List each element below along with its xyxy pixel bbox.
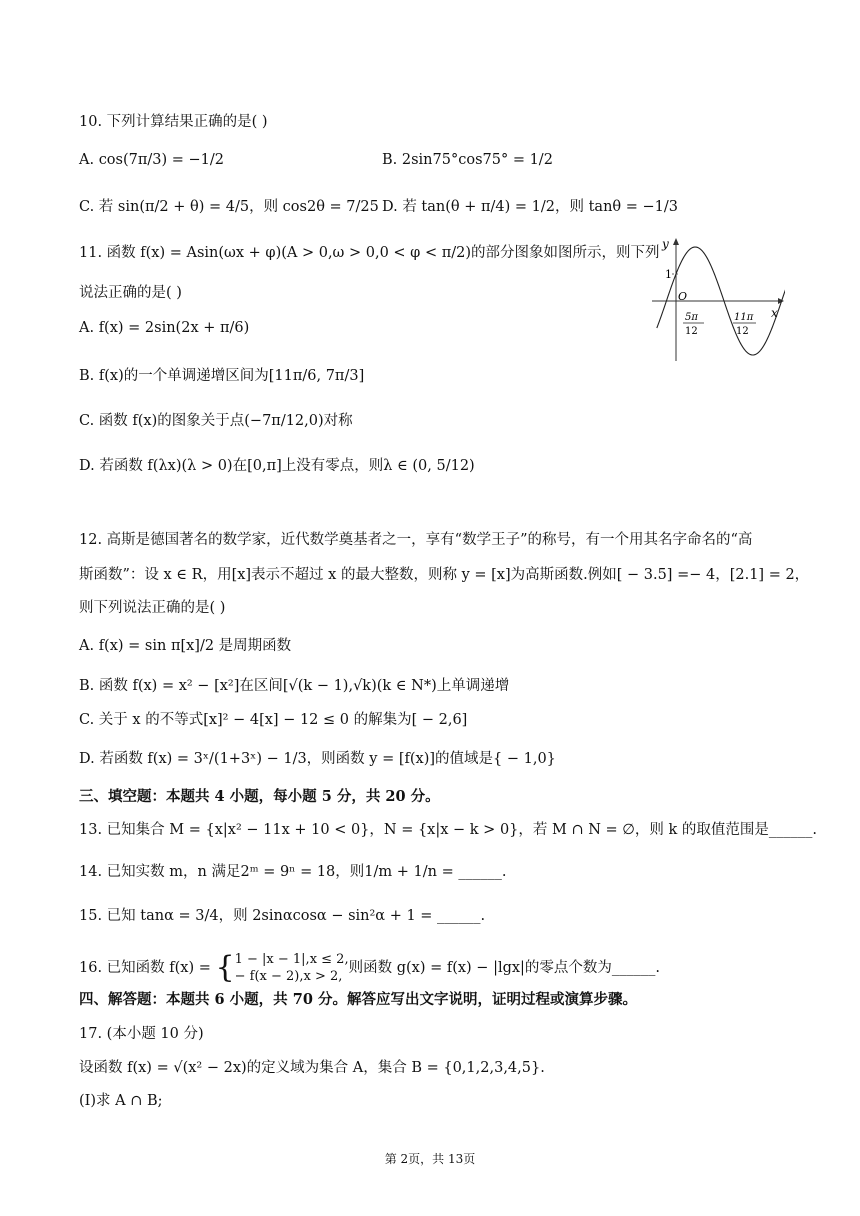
q10-option-b: B. 2sin75°cos75° = 1/2 <box>382 152 553 168</box>
q11-stem-line2: 说法正确的是( ) <box>79 285 182 301</box>
page-footer: 第 2页，共 13页 <box>384 1152 476 1166</box>
section4-heading: 四、解答题：本题共 6 小题，共 70 分。解答应写出文字说明，证明过程或演算步骤。 <box>79 991 637 1008</box>
q16-case2: − f(x − 2),x > 2, <box>234 969 343 984</box>
graph-tick2-den: 12 <box>736 326 749 337</box>
q11-sine-graph <box>650 233 785 363</box>
q12-option-d: D. 若函数 f(x) = 3ˣ/(1+3ˣ) − 1/3，则函数 y = [f(x)]的值域是{ − 1,0} <box>79 751 556 767</box>
q16-suffix: 则函数 g(x) = f(x) − |lgx|的零点个数为______. <box>348 960 661 976</box>
q12-stem-line1: 12. 高斯是德国著名的数学家，近代数学奠基者之一，享有“数学王子”的称号，有一个用其名字命名的“高 <box>79 532 753 548</box>
graph-x-label: x <box>771 306 778 320</box>
q10-option-c: C. 若 sin(π/2 + θ) = 4/5，则 cos2θ = 7/25 <box>79 199 379 215</box>
graph-tick1-den: 12 <box>685 326 698 337</box>
graph-tick1-num: 5π <box>685 312 698 323</box>
q17-line1: 设函数 f(x) = √(x² − 2x)的定义域为集合 A，集合 B = {0,1,2,3,4,5}. <box>79 1060 545 1076</box>
q11-option-b: B. f(x)的一个单调递增区间为[11π/6, 7π/3] <box>79 368 365 384</box>
q12-stem-line3: 则下列说法正确的是( ) <box>79 600 226 616</box>
q12-option-c: C. 关于 x 的不等式[x]² − 4[x] − 12 ≤ 0 的解集为[ − 2,6] <box>79 712 468 728</box>
q12-option-a: A. f(x) = sin π[x]/2 是周期函数 <box>79 638 292 654</box>
q17-part1: (Ⅰ)求 A ∩ B; <box>79 1093 163 1109</box>
graph-tick2-num: 11π <box>734 312 754 323</box>
q10-stem: 10. 下列计算结果正确的是( ) <box>79 114 268 130</box>
graph-origin-label: O <box>678 290 688 303</box>
q11-option-d: D. 若函数 f(λx)(λ > 0)在[0,π]上没有零点，则λ ∈ (0, 5/12) <box>79 458 475 474</box>
q11-option-c: C. 函数 f(x)的图象关于点(−7π/12,0)对称 <box>79 413 353 429</box>
section3-heading: 三、填空题：本题共 4 小题，每小题 5 分，共 20 分。 <box>79 788 440 805</box>
q11-option-a: A. f(x) = 2sin(2x + π/6) <box>79 320 250 336</box>
graph-y-tick: 1 <box>665 268 672 281</box>
q15: 15. 已知 tanα = 3/4，则 2sinαcosα − sin²α + 1 = ______. <box>79 908 486 924</box>
q16 <box>79 951 660 985</box>
q14: 14. 已知实数 m，n 满足2ᵐ = 9ⁿ = 18，则1/m + 1/n = ______. <box>79 864 507 880</box>
graph-y-label: y <box>662 237 669 251</box>
q16-prefix: 16. 已知函数 f(x) = <box>79 960 216 976</box>
q16-case1: 1 − |x − 1|,x ≤ 2, <box>234 952 349 967</box>
piecewise-brace: { <box>215 950 235 985</box>
q16-cases <box>235 951 349 985</box>
q13: 13. 已知集合 M = {x|x² − 11x + 10 < 0}，N = {x|x − k > 0}，若 M ∩ N = ∅，则 k 的取值范围是______. <box>79 822 818 838</box>
q17-head: 17. (本小题 10 分) <box>79 1026 204 1042</box>
q12-option-b: B. 函数 f(x) = x² − [x²]在区间[√(k − 1),√k)(k ∈ N*)上单调递增 <box>79 678 510 694</box>
q12-stem-line2: 斯函数”：设 x ∈ R，用[x]表示不超过 x 的最大整数，则称 y = [x]为高斯函数.例如[ − 3.5] =− 4，[2.1] = 2， <box>79 567 810 583</box>
q10-option-d: D. 若 tan(θ + π/4) = 1/2，则 tanθ = −1/3 <box>382 199 679 215</box>
q11-stem-line1: 11. 函数 f(x) = Asin(ωx + φ)(A > 0,ω > 0,0 < φ < π/2)的部分图象如图所示，则下列 <box>79 245 660 261</box>
q10-option-a: A. cos(7π/3) = −1/2 <box>79 152 225 168</box>
